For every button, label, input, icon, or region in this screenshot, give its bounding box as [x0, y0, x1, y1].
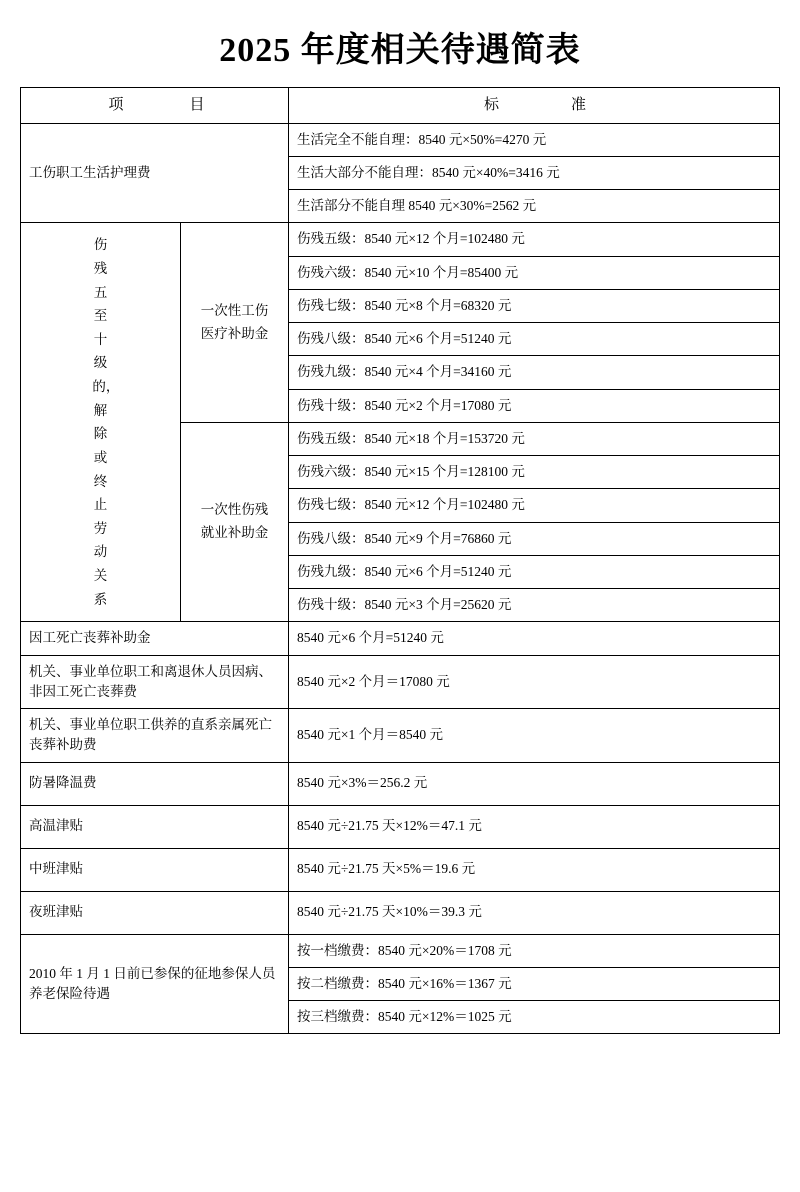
header-item-cell	[21, 88, 289, 124]
label-char: 止	[93, 497, 108, 513]
row-label-medical-subsidy	[181, 223, 289, 423]
row-label: 防暑降温费	[21, 762, 289, 805]
page-title: 2025 年度相关待遇简表	[219, 32, 581, 69]
row-value: 伤残八级：8540 元×9 个月=76860 元	[289, 522, 780, 555]
row-value: 按一档缴费：8540 元×20%＝1708 元	[289, 934, 780, 967]
row-value: 伤残五级：8540 元×18 个月=153720 元	[289, 422, 780, 455]
row-value: 伤残九级：8540 元×4 个月=34160 元	[289, 356, 780, 389]
row-label: 高温津贴	[21, 805, 289, 848]
table-header-row	[21, 88, 780, 124]
row-value: 按三档缴费：8540 元×12%＝1025 元	[289, 1001, 780, 1034]
label-char: 解	[93, 402, 108, 418]
row-label: 机关、事业单位职工和离退休人员因病、非因工死亡丧葬费	[21, 655, 289, 709]
row-value: 8540 元÷21.75 天×10%＝39.3 元	[289, 891, 780, 934]
row-label: 因工死亡丧葬补助金	[21, 622, 289, 655]
table-row	[21, 655, 780, 709]
row-value: 伤残六级：8540 元×15 个月=128100 元	[289, 456, 780, 489]
label-char: 或	[93, 449, 108, 465]
table-row	[21, 891, 780, 934]
row-label-employment-subsidy	[181, 422, 289, 622]
header-standard-cell	[289, 88, 780, 124]
label-line-1: 一次性工伤	[200, 302, 269, 318]
table-row	[21, 848, 780, 891]
row-label-pension: 2010 年 1 月 1 日前已参保的征地参保人员养老保险待遇	[21, 934, 289, 1034]
document-page	[0, 22, 800, 1192]
row-value: 伤残六级：8540 元×10 个月=85400 元	[289, 256, 780, 289]
row-value: 生活大部分不能自理：8540 元×40%=3416 元	[289, 156, 780, 189]
label-char: 系	[93, 591, 108, 607]
label-char: 十	[93, 331, 108, 347]
row-value: 8540 元×1 个月＝8540 元	[289, 709, 780, 763]
label-line-2: 医疗补助金	[200, 325, 269, 341]
row-value: 8540 元×2 个月＝17080 元	[289, 655, 780, 709]
label-char: 终	[93, 473, 108, 489]
row-label: 机关、事业单位职工供养的直系亲属死亡丧葬补助费	[21, 709, 289, 763]
label-line-2: 就业补助金	[200, 525, 269, 540]
table-row	[21, 762, 780, 805]
label-char: 残	[93, 260, 108, 276]
row-value: 8540 元÷21.75 天×5%＝19.6 元	[289, 848, 780, 891]
label-char: 关	[93, 568, 108, 583]
benefits-table	[20, 87, 780, 1034]
label-char: 至	[93, 308, 108, 324]
row-value: 8540 元÷21.75 天×12%＝47.1 元	[289, 805, 780, 848]
header-standard-label: 标 准	[484, 97, 601, 113]
table-row	[21, 223, 780, 256]
row-label: 夜班津贴	[21, 891, 289, 934]
row-value: 按二档缴费：8540 元×16%＝1367 元	[289, 967, 780, 1000]
row-value: 伤残十级：8540 元×3 个月=25620 元	[289, 589, 780, 622]
row-label-nursing: 工伤职工生活护理费	[21, 123, 289, 223]
row-label: 中班津贴	[21, 848, 289, 891]
label-char: 五	[93, 284, 108, 300]
row-value: 伤残五级：8540 元×12 个月=102480 元	[289, 223, 780, 256]
row-value: 8540 元×6 个月=51240 元	[289, 622, 780, 655]
table-row	[21, 934, 780, 967]
header-item-label: 项 目	[108, 97, 217, 113]
label-char: 动	[93, 544, 108, 560]
row-value: 伤残九级：8540 元×6 个月=51240 元	[289, 555, 780, 588]
label-char: 的，	[92, 379, 120, 394]
row-value: 8540 元×3%＝256.2 元	[289, 762, 780, 805]
table-row	[21, 805, 780, 848]
row-value: 生活部分不能自理 8540 元×30%=2562 元	[289, 190, 780, 223]
row-value: 生活完全不能自理：8540 元×50%=4270 元	[289, 123, 780, 156]
row-value: 伤残七级：8540 元×12 个月=102480 元	[289, 489, 780, 522]
row-label-disability	[21, 223, 181, 622]
row-value: 伤残八级：8540 元×6 个月=51240 元	[289, 323, 780, 356]
row-value: 伤残七级：8540 元×8 个月=68320 元	[289, 289, 780, 322]
table-row	[21, 123, 780, 156]
row-value: 伤残十级：8540 元×2 个月=17080 元	[289, 389, 780, 422]
table-row	[21, 622, 780, 655]
label-char: 伤	[93, 237, 108, 253]
label-line-1: 一次性伤残	[200, 502, 269, 518]
label-char: 级	[93, 355, 108, 371]
label-char: 除	[93, 426, 108, 442]
label-char: 劳	[93, 520, 108, 536]
table-row	[21, 709, 780, 763]
